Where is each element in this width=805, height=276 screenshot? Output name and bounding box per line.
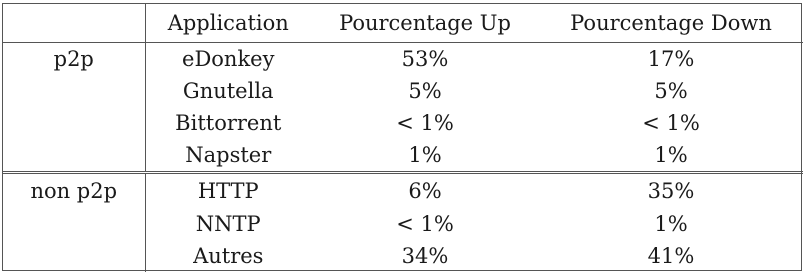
cell-application: HTTP <box>145 173 311 209</box>
cell-up: 34% <box>401 244 449 268</box>
cell-up: 6% <box>311 173 539 209</box>
cell-down: 5% <box>654 79 688 103</box>
traffic-table-container <box>2 3 802 271</box>
cell-up: < 1% <box>396 111 454 135</box>
table-row <box>3 43 803 76</box>
group-label-empty <box>3 139 145 173</box>
group-label-empty <box>3 240 145 272</box>
cell-down: 17% <box>647 47 695 71</box>
cell-down: 35% <box>539 173 803 209</box>
header-application: Application <box>145 4 311 43</box>
cell-application: Napster <box>185 143 272 167</box>
cell-down: 41% <box>647 244 695 268</box>
table-row <box>3 208 803 240</box>
table-row <box>3 240 803 272</box>
header-percent-down: Pourcentage Down <box>539 4 803 43</box>
cell-down: < 1% <box>642 111 700 135</box>
cell-up: 5% <box>408 79 442 103</box>
header-group <box>3 4 145 43</box>
table-row <box>3 107 803 139</box>
header-row <box>3 4 803 43</box>
group-label-empty <box>3 107 145 139</box>
table-row <box>3 75 803 107</box>
cell-application: NNTP <box>195 212 261 236</box>
cell-application: Autres <box>193 244 264 268</box>
group-label-empty <box>3 208 145 240</box>
group-label-p2p: p2p <box>3 43 145 76</box>
table-row <box>3 139 803 173</box>
header-percent-up: Pourcentage Up <box>311 4 539 43</box>
group-label-non-p2p: non p2p <box>3 173 145 209</box>
cell-down: 1% <box>654 212 688 236</box>
cell-up: 53% <box>401 47 449 71</box>
cell-up: < 1% <box>396 212 454 236</box>
traffic-table <box>3 4 803 272</box>
group-label-empty <box>3 75 145 107</box>
cell-down: 1% <box>654 143 688 167</box>
cell-application: eDonkey <box>182 47 275 71</box>
cell-application: Bittorrent <box>175 111 282 135</box>
table-row <box>3 173 803 209</box>
cell-up: 1% <box>408 143 442 167</box>
cell-application: Gnutella <box>182 79 274 103</box>
